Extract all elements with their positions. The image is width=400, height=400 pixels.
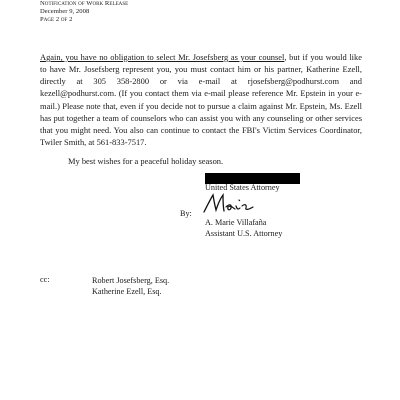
header-date: December 9, 2008 xyxy=(40,8,90,16)
paragraph-rest: , but if you would like to have Mr. Josefsberg represent you, you must contact him or his partner, Katherine Ezell, directly at 305 358-2800 or via e-mail at rjosefsberg@podhurst.com and kezell@podhurst.com. (If you contact them via e-mail please reference Mr. Epstein in your e-mail.) Please note that, even if you decide not to pursue a claim against Mr. Epstein, Ms. Ezell has put together a team of counselors who can assist you with any counseling or other services that you might need. You also can continue to contact the FBI's Victim Services Coordinator, Twiler Smith, at 561-833-7517. xyxy=(40,52,362,148)
signer-block xyxy=(205,217,282,239)
header-subject: Notification of Work Release xyxy=(40,0,129,7)
header-page-number: Page 2 of 2 xyxy=(40,16,73,24)
underlined-lead: Again, you have no obligation to select Mr. Josefsberg as your counsel xyxy=(40,52,285,62)
body-paragraph xyxy=(40,51,362,148)
cc-recipient: Katherine Ezell, Esq. xyxy=(92,287,162,296)
signer-role: Assistant U.S. Attorney xyxy=(205,229,283,238)
by-label: By: xyxy=(180,209,192,218)
closing-line: My best wishes for a peaceful holiday season. xyxy=(68,156,224,166)
cc-label: cc: xyxy=(40,275,50,284)
signer-name: A. Marie Villafaña xyxy=(205,218,267,227)
cc-list xyxy=(92,275,169,297)
page-header xyxy=(40,0,128,25)
handwritten-signature xyxy=(201,192,259,216)
cc-recipient: Robert Josefsberg, Esq. xyxy=(92,276,170,285)
signature-title: United States Attorney xyxy=(205,183,280,192)
